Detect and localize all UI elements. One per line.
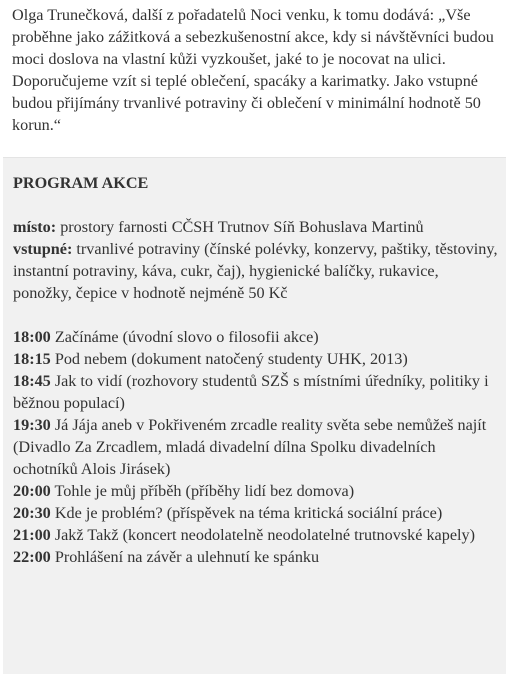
schedule-text: Kde je problém? (příspěvek na téma kritická sociální práce) [50,504,443,522]
schedule-time: 18:15 [13,350,51,368]
info-row-admission [13,238,498,304]
schedule-time: 20:30 [13,504,51,522]
schedule-text: Pod nebem (dokument natočený studenty UHK, 2013) [50,350,408,368]
info-row-venue [13,216,498,238]
schedule-text: Já Jája aneb v Pokřiveném zrcadle reality světa sebe nemůžeš najít (Divadlo Za Zrcadlem, mladá divadelní dílna Spolku divadelních ochotníků Alois Jirásek) [13,416,487,478]
schedule-time: 22:00 [13,548,51,566]
schedule-item [13,370,498,414]
program-heading: PROGRAM AKCE [13,174,149,192]
info-value-venue: prostory farnosti CČSH Trutnov Síň Bohuslava Martinů [56,218,424,236]
schedule-item [13,326,498,348]
schedule-time: 19:30 [13,416,51,434]
info-label-venue: místo: [13,218,57,236]
schedule-time: 21:00 [13,526,51,544]
program-info [13,216,498,304]
info-value-admission: trvanlivé potraviny (čínské polévky, konzervy, paštiky, těstoviny, instantní potraviny, káva, cukr, čaj), hygienické balíčky, rukavice, ponožky, čepice v hodnotě nejméně 50 Kč [13,240,498,302]
schedule-list [13,326,498,568]
schedule-item [13,524,498,546]
schedule-time: 18:45 [13,372,51,390]
program-box [3,157,506,674]
intro-paragraph: Olga Trunečková, další z pořadatelů Noci venku, k tomu dodává: „Vše proběhne jako zážitková a sebezkušenostní akce, kdy si návštěvníci budou moci doslova na vlastní kůži vyzkoušet, jaké to je nocovat na ulici. Doporučujeme vzít si teplé oblečení, spacáky a karimatky. Jako vstupné budou přijímány trvanlivé potraviny či oblečení v minimální hodnotě 50 korun.“ [12,6,494,134]
schedule-item [13,546,498,568]
schedule-item [13,502,498,524]
schedule-item [13,348,498,370]
schedule-text: Prohlášení na závěr a ulehnutí ke spánku [50,548,320,566]
schedule-time: 18:00 [13,328,51,346]
schedule-text: Jak to vidí (rozhovory studentů SZŠ s místními úředníky, politiky i běžnou populací) [13,372,489,412]
schedule-text: Jakž Takž (koncert neodolatelně neodolatelné trutnovské kapely) [50,526,475,544]
info-label-admission: vstupné: [13,240,73,258]
schedule-text: Začínáme (úvodní slovo o filosofii akce) [50,328,319,346]
schedule-item [13,480,498,502]
schedule-text: Tohle je můj příběh (příběhy lidí bez domova) [50,482,355,500]
schedule-time: 20:00 [13,482,51,500]
schedule-item [13,414,498,480]
